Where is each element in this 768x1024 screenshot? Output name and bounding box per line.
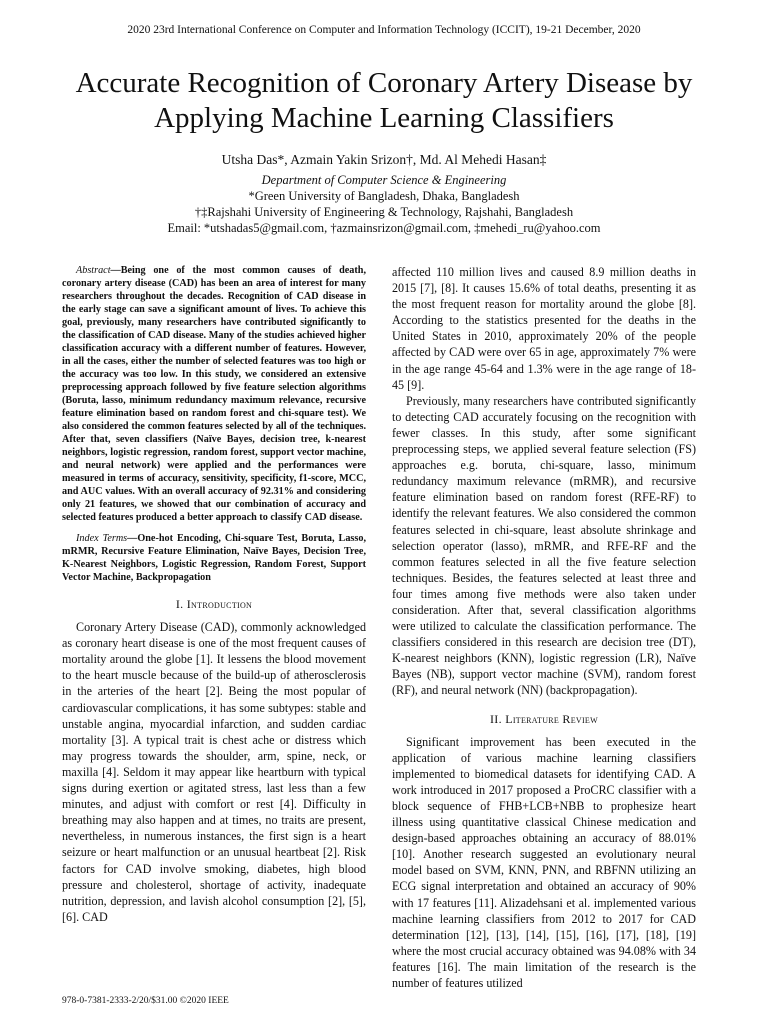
author-emails: Email: *utshadas5@gmail.com, †azmainsrizon@gmail.com, ‡mehedi_ru@yahoo.com xyxy=(167,221,601,235)
abstract xyxy=(62,264,366,524)
right-column xyxy=(392,264,696,991)
copyright-footer: 978-0-7381-2333-2/20/$31.00 ©2020 IEEE xyxy=(62,996,229,1006)
author-list: Utsha Das*, Azmain Yakin Srizon†, Md. Al Mehedi Hasan‡ xyxy=(221,152,547,167)
left-column xyxy=(62,264,366,925)
index-terms-lead: Index Terms xyxy=(76,533,128,544)
abstract-text: —Being one of the most common causes of death, coronary artery disease (CAD) has been an area of interest for many researchers throughout the decades. Recognition of CAD disease in the early stage can save a significant amount of lives. To achieve this goal, previously, many researchers have contributed significantly to the classification of CAD disease. Many of the studies achieved higher classification accuracy with a different number of features. However, in all the cases, either the number of selected features was too high or the accuracy was too low. In this study, we considered an extensive preprocessing approach followed by five feature selection algorithms (Boruta, lasso, minimum redundancy maximum relevance, recursive feature elimination based on random forest and chi-square test). We also considered the common features selected by all of the techniques. After that, seven classifiers (Naïve Bayes, decision tree, k-nearest neighbors, logistic regression, random forest, support vector machine, and neural network) were applied and the performances were measured in terms of accuracy, sensitivity, specificity, f1-score, MCC, and AUC values. With an overall accuracy of 92.31% and considering only 21 features, we showed that our combination of accuracy and selected features produced a better approach to classify CAD disease. xyxy=(62,265,366,523)
conference-header: 2020 23rd International Conference on Computer and Information Technology (ICCIT), 19-21 December, 2020 xyxy=(127,24,641,36)
literature-paragraph: Significant improvement has been executed in the application of various machine learning classifiers implemented to biomedical datasets for identifying CAD. A work introduced in 2017 proposed a ProCRC classifier with a block sequence of FHB+LCB+NBB to prophesize heart illness using quantitative classical Chinese medication and design-based approaches obtaining an accuracy of 88.01% [10]. Another research suggested an evolutionary neural model based on SVM, KNN, PNN, and RBFNN utilizing an ECG signal interpretation and obtained an accuracy of 90% with 17 features [11]. Alizadehsani et al. implemented various machine learning classifiers from 2012 to 2017 for CAD determination [12], [13], [14], [15], [16], [17], [18], [19] where the most crucial accuracy obtained was 94.08% with 34 features [16]. The main limitation of the research is the number of features utilized xyxy=(392,734,696,991)
index-terms-text: —One-hot Encoding, Chi-square Test, Boruta, Lasso, mRMR, Recursive Feature Elimination, Naïve Bayes, Decision Tree, K-Nearest Neighbors, Logistic Regression, Random Forest, Support Vector Machine, Backpropagation xyxy=(62,533,366,583)
affiliation-ruet: †‡Rajshahi University of Engineering & Technology, Rajshahi, Bangladesh xyxy=(194,205,574,219)
intro-paragraph-continued: affected 110 million lives and caused 8.9 million deaths in 2015 [7], [8]. It causes 15.6% of total deaths, presenting it as the most frequent reason for mortality around the globe [8]. According to the statistics presented for the deaths in the United States in 2010, approximately 20% of the people affected by CAD were over 65 in age, approximately 7% were in the age range 45-64 and 1.3% were in the age range of 18-45 [9]. xyxy=(392,265,696,392)
section-heading-introduction: I. Introduction xyxy=(175,597,253,611)
paper-title: Accurate Recognition of Coronary Artery Disease by Applying Machine Learning Classifiers xyxy=(75,67,693,134)
abstract-lead: Abstract xyxy=(76,265,111,276)
index-terms xyxy=(62,532,366,584)
intro-paragraph: Coronary Artery Disease (CAD), commonly acknowledged as coronary heart disease is one of the most frequent causes of mortality around the globe [1]. It lessens the blood movement to the heart muscle because of the build-up of atherosclerosis in the arteries of the heart [2]. Being the most popular of cardiovascular complications, it has some subtypes: stable and unstable angina, myocardial infarction, and sudden cardiac mortality [3]. A typical trait is chest ache or distress which may progress towards the shoulder, arm, spine, neck, or maxilla [4]. Seldom it may appear like heartburn with typical signs during exertion or agitated stress, last less than a few minutes, and adjust with comfort or rest [4]. Difficulty in breathing may also happen and at times, no traits are present, nevertheless, in numerous instances, the first sign is a heart seizure or heart malfunction or an unusual heartbeat [2]. Risk factors for CAD involve smoking, diabetes, high blood pressure and cholesterol, shortage of activity, inadequate nutrition, depression, and lavish alcohol consumption [2], [5], [6]. CAD xyxy=(62,620,366,924)
intro-paragraph-2: Previously, many researchers have contributed significantly to detecting CAD accurately focusing on the recognition with fewer classes. In this study, after some significant preprocessing steps, we applied several feature selection (FS) approaches e.g. boruta, chi-square, lasso, minimum redundancy maximum relevance (mRMR), and recursive feature elimination based on random forest (RFE-RF) to identify the relevant features. We also considered the common features selected in chi-square, least absolute shrinkage and selection operator (lasso), mRMR, and RFE-RF and the common features selected in all the five feature selection techniques. Besides, the features selected at least three and four times among five methods were also taken under consideration. After that, several classification algorithms were utilized to calculate the classification performance. The classifiers considered in this research are decision tree (DT), K-nearest neighbors (KNN), logistic regression (LR), Naïve Bayes (NB), support vector machine (SVM), random forest (RF), and neural network (NN) (backpropagation). xyxy=(392,393,696,698)
affiliation-department: Department of Computer Science & Engineering xyxy=(261,173,507,187)
section-heading-literature-review: II. Literature Review xyxy=(490,711,598,726)
affiliation-green-university: *Green University of Bangladesh, Dhaka, Bangladesh xyxy=(248,189,520,203)
